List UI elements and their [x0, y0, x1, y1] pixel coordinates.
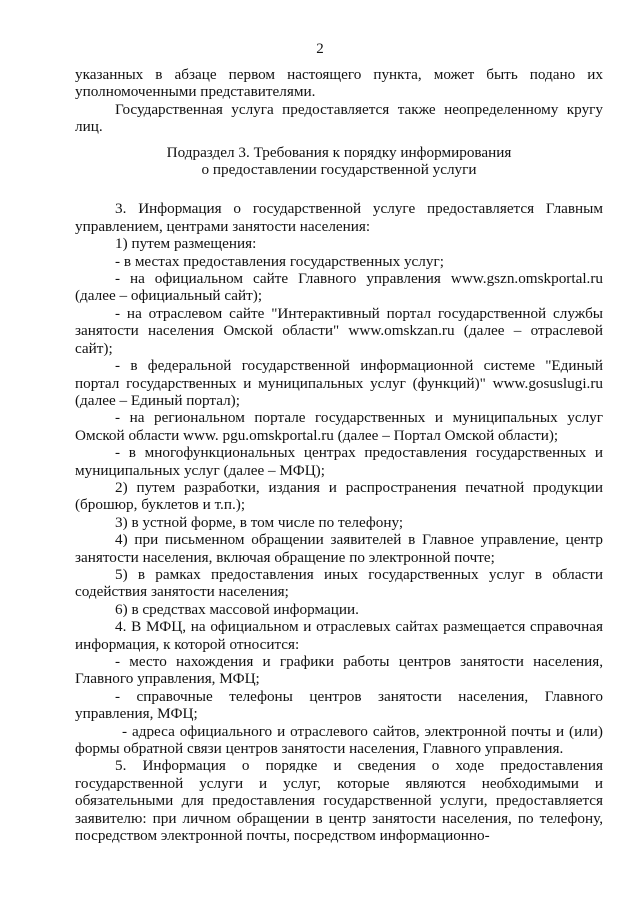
list-item: - адреса официального и отраслевого сайтов, электронной почты и (или) формы обратной связи центров занятости населения, Главного управления.	[75, 722, 603, 758]
list-item: - справочные телефоны центров занятости населения, Главного управления, МФЦ;	[75, 687, 603, 723]
list-item: 3. Информация о государственной услуге предоставляется Главным управлением, центрами занятости населения:	[75, 200, 603, 235]
list-item: - в федеральной государственной информационной системе "Единый портал государственных и муниципальных услуг (функций)" www.gosuslugi.ru (далее – Единый портал);	[75, 357, 603, 409]
subsection-title-line-1: Подраздел 3. Требования к порядку информирования	[166, 143, 512, 161]
list-item: - в местах предоставления государственных услуг;	[115, 252, 444, 270]
list-item: - на отраслевом сайте "Интерактивный портал государственной службы занятости населения Омской области" www.omskzan.ru (далее – отраслевой сайт);	[75, 304, 603, 357]
list-item: 4) при письменном обращении заявителей в Главное управление, центр занятости населения, включая обращение по электронной почте;	[75, 531, 603, 566]
page-number: 2	[316, 41, 324, 57]
list-item: 2) путем разработки, издания и распространения печатной продукции (брошюр, буклетов и т.п.);	[75, 478, 603, 514]
list-item: 5. Информация о порядке и сведения о ходе предоставления государственной услуги и услуг, которые являются необходимыми и обязательными для предоставления государственной услуги, предоставляется заявителю: при личном обращении в центр занятости населения, по телефону, посредством электронной почты, посредством информационно-	[75, 757, 603, 845]
subsection-title-line-2: о предоставлении государственной услуги	[201, 161, 477, 179]
list-item: 6) в средствах массовой информации.	[115, 600, 359, 618]
paragraph: указанных в абзаце первом настоящего пункта, может быть подано их уполномоченными представителями.	[75, 66, 603, 101]
list-item: - на региональном портале государственных и муниципальных услуг Омской области www. pgu.omskportal.ru (далее – Портал Омской области);	[75, 409, 603, 444]
list-item: - в многофункциональных центрах предоставления государственных и муниципальных услуг (далее – МФЦ);	[75, 444, 603, 479]
list-item: 1) путем размещения:	[115, 235, 257, 253]
list-item: - на официальном сайте Главного управления www.gszn.omskportal.ru (далее – официальный сайт);	[75, 270, 603, 305]
list-item: 5) в рамках предоставления иных государственных услуг в области содействия занятости населения;	[75, 565, 603, 601]
document-body	[75, 66, 603, 844]
paragraph: Государственная услуга предоставляется также неопределенному кругу лиц.	[75, 100, 603, 136]
list-item: 3) в устной форме, в том числе по телефону;	[115, 513, 404, 531]
list-item: - место нахождения и графики работы центров занятости населения, Главного управления, МФЦ;	[75, 653, 603, 688]
list-item: 4. В МФЦ, на официальном и отраслевых сайтах размещается справочная информация, к которой относится:	[75, 618, 603, 653]
